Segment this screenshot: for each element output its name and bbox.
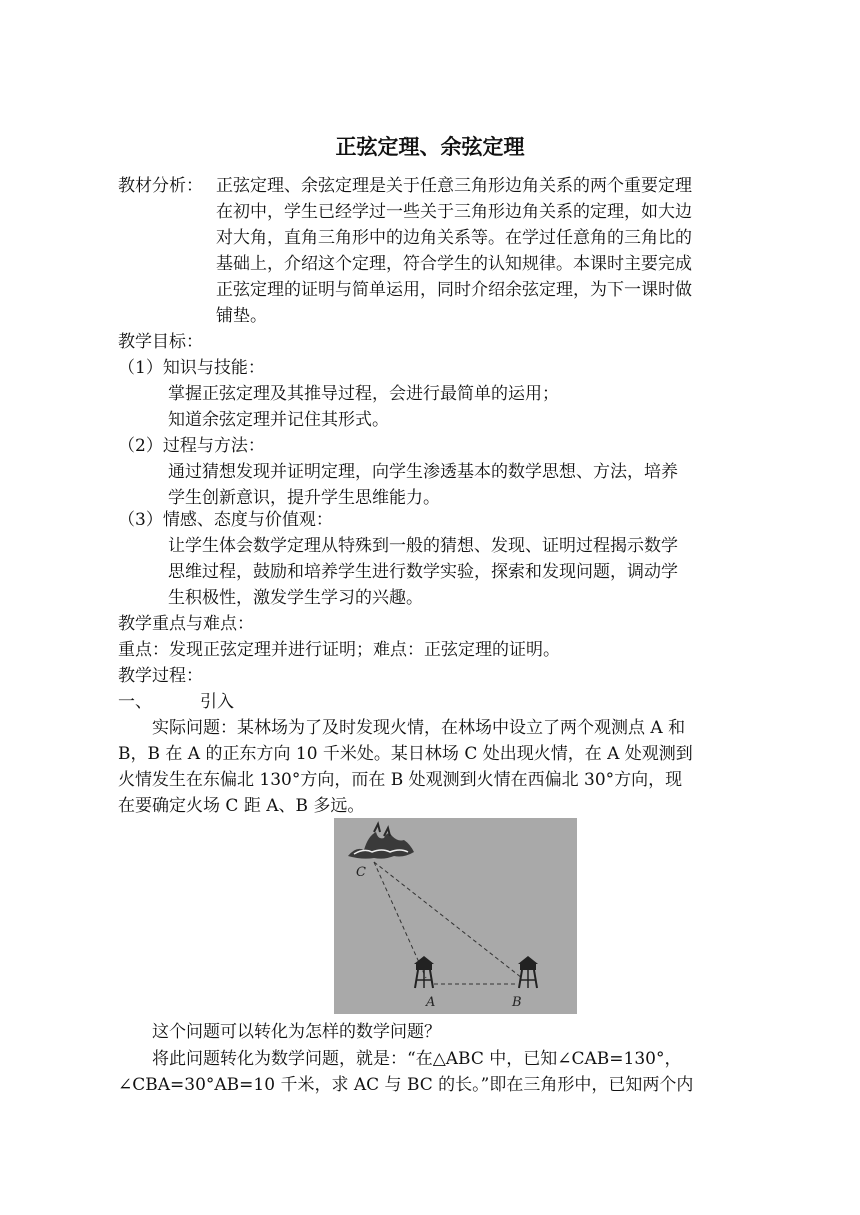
- goal-line: 知道余弦定理并记住其形式。: [168, 410, 389, 430]
- page-title: 正弦定理、余弦定理: [335, 135, 525, 159]
- answer-line: ∠CBA=30°AB=10 千米，求 AC 与 BC 的长。”即在三角形中，已知两个内: [118, 1075, 694, 1095]
- label-b: B: [512, 995, 522, 1010]
- answer-line: 将此问题转化为数学问题，就是：“在△ABC 中，已知∠CAB=130°，: [152, 1049, 682, 1069]
- analysis-line: 正弦定理的证明与简单运用，同时介绍余弦定理，为下一课时做: [216, 280, 692, 300]
- section-title: 引入: [200, 692, 234, 712]
- analysis-label: 教材分析：: [118, 176, 203, 196]
- keypoints-heading: 教学重点与难点：: [118, 614, 254, 634]
- triangle-sides: [374, 862, 522, 984]
- goal-line: 通过猜想发现并证明定理，向学生渗透基本的数学思想、方法，培养: [168, 462, 678, 482]
- section-number: 一、: [118, 692, 152, 712]
- goal-line: 掌握正弦定理及其推导过程，会进行最简单的运用；: [168, 384, 559, 404]
- analysis-line: 铺垫。: [216, 306, 267, 326]
- problem-line: 在要确定火场 C 距 A、B 多远。: [118, 796, 365, 816]
- analysis-line: 正弦定理、余弦定理是关于任意三角形边角关系的两个重要定理: [216, 176, 692, 196]
- watchtower-b-icon: [518, 956, 538, 988]
- goals-heading: 教学目标：: [118, 332, 203, 352]
- goal-label: （3）情感、态度与价值观：: [118, 510, 333, 530]
- problem-line: B，B 在 A 的正东方向 10 千米处。某日林场 C 处出现火情，在 A 处观测到: [118, 744, 693, 764]
- goal-line: 学生创新意识，提升学生思维能力。: [168, 488, 440, 508]
- process-heading: 教学过程：: [118, 666, 203, 686]
- analysis-line: 在初中，学生已经学过一些关于三角形边角关系的定理，如大边: [216, 202, 692, 222]
- goal-label: （2）过程与方法：: [118, 436, 265, 456]
- watchtower-a-icon: [414, 956, 434, 988]
- analysis-line: 对大角，直角三角形中的边角关系等。在学过任意角的三角比的: [216, 228, 692, 248]
- fire-icon: [348, 824, 414, 859]
- problem-line: 火情发生在东偏北 130°方向，而在 B 处观测到火情在西偏北 30°方向，现: [118, 770, 683, 790]
- problem-line: 实际问题：某林场为了及时发现火情，在林场中设立了两个观测点 A 和: [152, 718, 686, 738]
- goal-line: 思维过程，鼓励和培养学生进行数学实验，探索和发现问题，调动学: [168, 562, 678, 582]
- analysis-line: 基础上，介绍这个定理，符合学生的认知规律。本课时主要完成: [216, 254, 692, 274]
- label-a: A: [426, 995, 436, 1010]
- goal-line: 生积极性，激发学生学习的兴趣。: [168, 588, 423, 608]
- question-text: 这个问题可以转化为怎样的数学问题？: [152, 1022, 441, 1042]
- goal-line: 让学生体会数学定理从特殊到一般的猜想、发现、证明过程揭示数学: [168, 536, 678, 556]
- label-c: C: [356, 865, 366, 880]
- goal-label: （1）知识与技能：: [118, 358, 265, 378]
- triangle-diagram: [334, 818, 577, 1014]
- keypoints-text: 重点：发现正弦定理并进行证明；难点：正弦定理的证明。: [118, 640, 560, 660]
- triangle-figure: [334, 818, 577, 1014]
